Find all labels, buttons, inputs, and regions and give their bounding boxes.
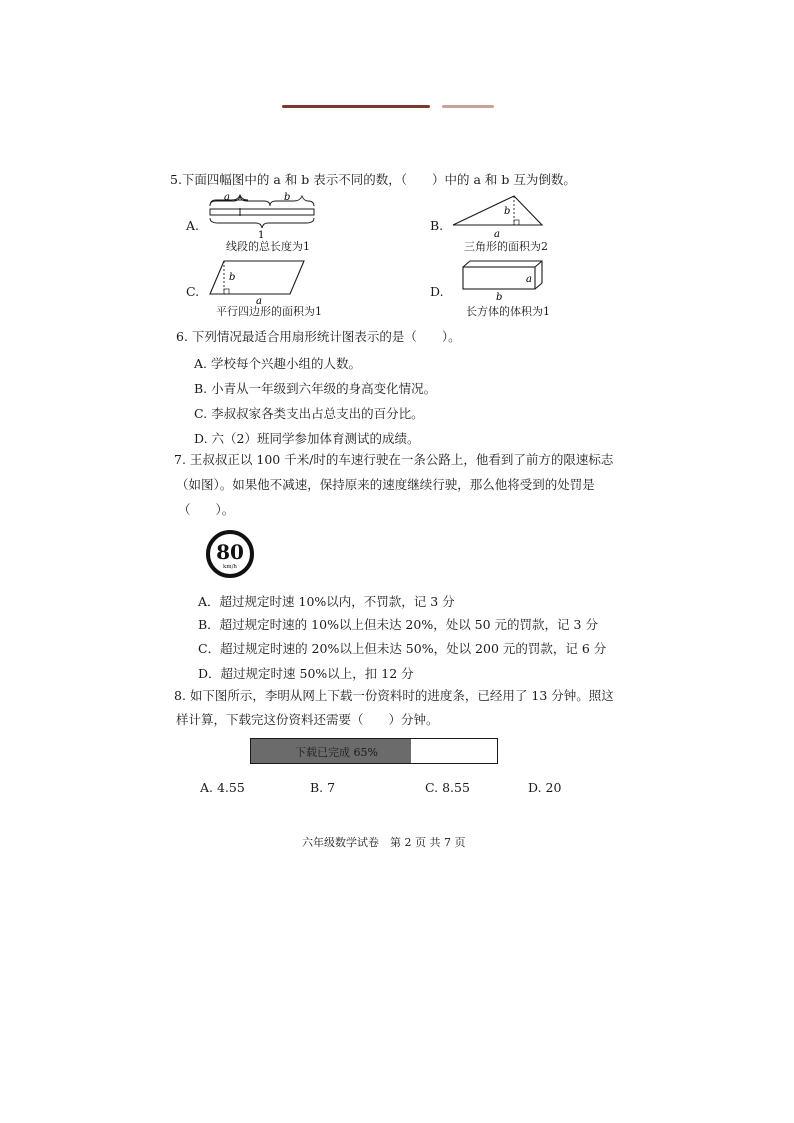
q5-d-label-a: a xyxy=(526,274,532,285)
q7-option-c[interactable]: C．超过规定时速的 20%以上但未达 50%，处以 200 元的罚款，记 6 分 xyxy=(198,641,607,656)
q5-a-label-a: a xyxy=(224,192,230,203)
q7-option-a[interactable]: A．超过规定时速 10%以内，不罚款，记 3 分 xyxy=(198,594,455,609)
q5-option-d-label: D. xyxy=(430,284,444,299)
q5-cuboid-diagram xyxy=(460,258,546,304)
q5-c-label-a: a xyxy=(256,296,262,306)
q8-stem-line1: 8. 如下图所示，李明从网上下载一份资料时的进度条，已经用了 13 分钟。照这 xyxy=(174,688,614,703)
q5-stem: 5.下面四幅图中的 a 和 b 表示不同的数，（ ）中的 a 和 b 互为倒数。 xyxy=(170,172,576,187)
speed-limit-sign-icon xyxy=(206,530,254,578)
q5-option-b-caption: 三角形的面积为2 xyxy=(464,240,548,253)
q8-option-d[interactable]: D. 20 xyxy=(528,780,562,795)
q7-stem-line1: 7. 王叔叔正以 100 千米/时的车速行驶在一条公路上，他看到了前方的限速标志 xyxy=(174,452,614,467)
download-progress-bar xyxy=(250,738,498,764)
q5-option-b-label: B. xyxy=(430,218,444,233)
q6-stem: 6. 下列情况最适合用扇形统计图表示的是（ ）。 xyxy=(176,329,461,344)
q7-stem-line3: （ ）。 xyxy=(178,502,235,517)
q7-option-b[interactable]: B．超过规定时速的 10%以上但未达 20%，处以 50 元的罚款，记 3 分 xyxy=(198,617,598,632)
q6-option-d[interactable]: D. 六（2）班同学参加体育测试的成绩。 xyxy=(194,431,420,446)
q5-a-label-b: b xyxy=(284,192,291,203)
q5-option-d-caption: 长方体的体积为1 xyxy=(466,305,550,318)
q7-option-d[interactable]: D．超过规定时速 50%以上，扣 12 分 xyxy=(198,666,414,681)
q5-b-label-a: a xyxy=(494,229,500,240)
q6-option-a[interactable]: A. 学校每个兴趣小组的人数。 xyxy=(194,356,361,371)
q5-b-label-b: b xyxy=(504,206,511,217)
top-divider-line-left xyxy=(282,105,430,108)
q5-option-c-caption: 平行四边形的面积为1 xyxy=(216,305,322,318)
q5-option-a-label: A. xyxy=(186,218,200,233)
q5-a-label-one: 1 xyxy=(258,230,265,241)
q8-stem-line2: 样计算，下载完这份资料还需要（ ）分钟。 xyxy=(176,712,439,727)
q8-option-a[interactable]: A. 4.55 xyxy=(200,780,245,795)
q6-option-b[interactable]: B. 小青从一年级到六年级的身高变化情况。 xyxy=(194,381,437,396)
download-progress-label: 下载已完成 65% xyxy=(295,746,378,759)
speed-limit-unit: km/h xyxy=(223,564,237,570)
top-divider-line-right xyxy=(442,105,494,108)
q5-d-label-b: b xyxy=(496,292,503,303)
q5-option-c-label: C. xyxy=(186,284,200,299)
page-footer: 六年级数学试卷 第 2 页 共 7 页 xyxy=(302,836,466,849)
q5-segment-diagram xyxy=(204,192,320,242)
q7-stem-line2: （如图）。如果他不减速，保持原来的速度继续行驶，那么他将受到的处罚是 xyxy=(176,477,595,492)
speed-limit-number: 80 xyxy=(216,540,244,564)
q5-c-label-b: b xyxy=(229,272,236,283)
q8-option-c[interactable]: C. 8.55 xyxy=(425,780,470,795)
q5-option-a-caption: 线段的总长度为1 xyxy=(226,240,310,253)
q5-parallelogram-diagram xyxy=(208,258,308,306)
q6-option-c[interactable]: C. 李叔叔家各类支出占总支出的百分比。 xyxy=(194,406,424,421)
q5-triangle-diagram xyxy=(450,192,546,240)
q8-option-b[interactable]: B. 7 xyxy=(310,780,336,795)
